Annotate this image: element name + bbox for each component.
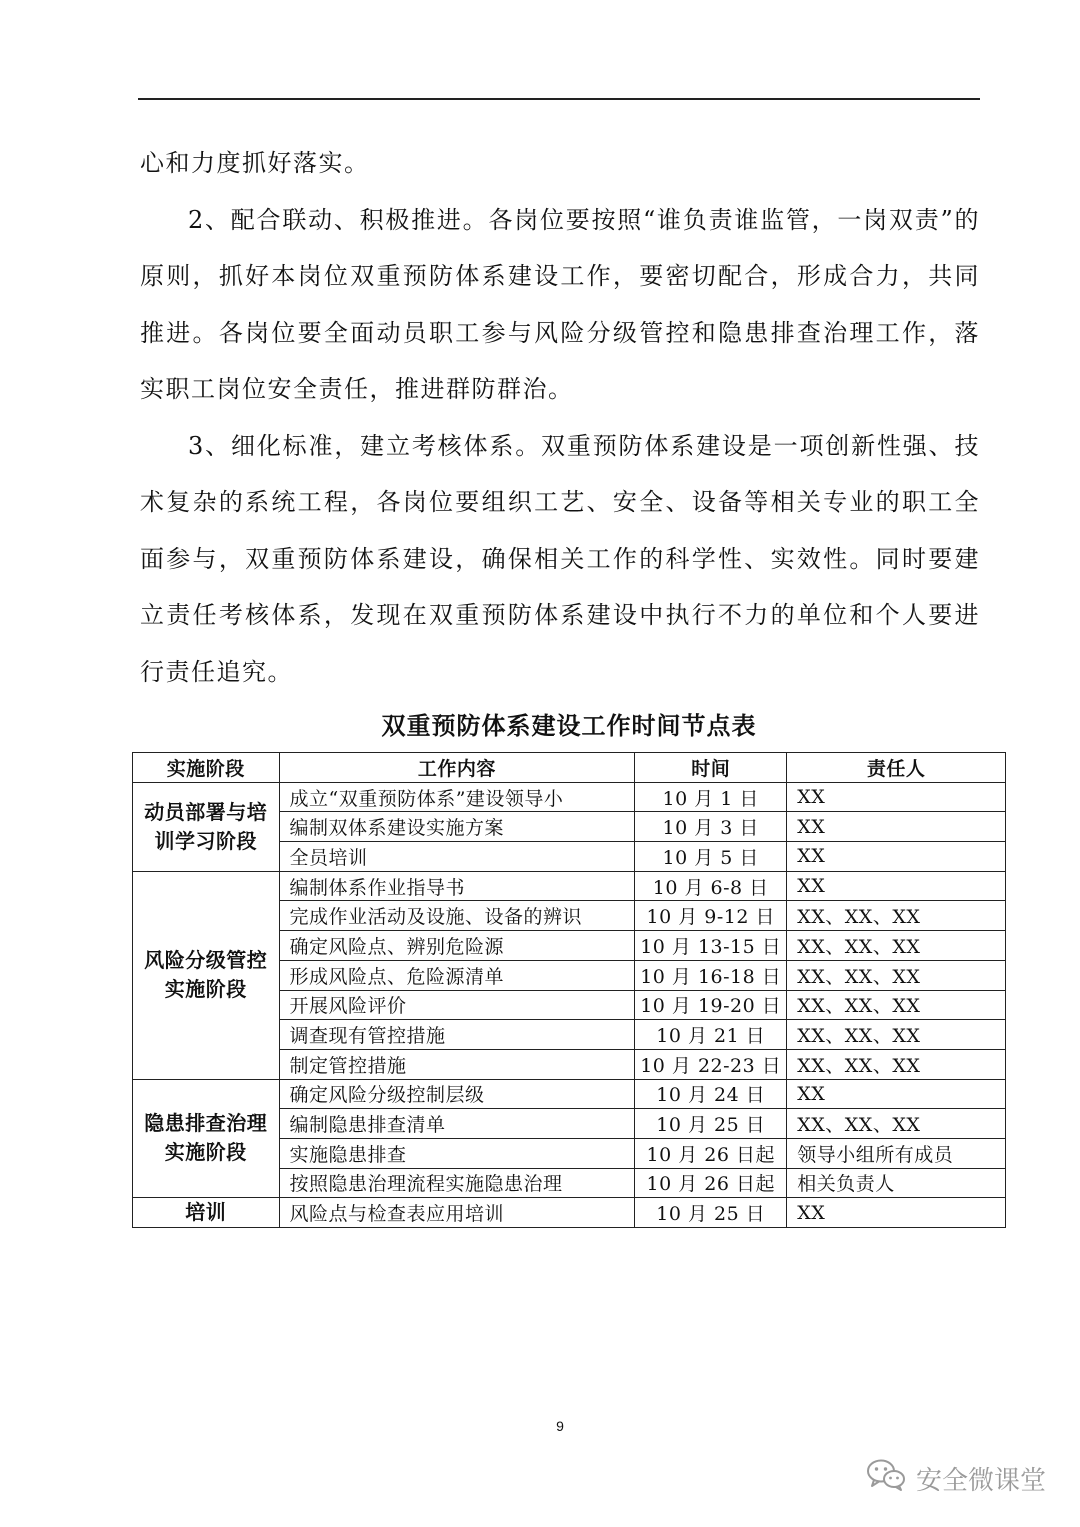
time-cell: 10 月 19-20 日 <box>635 990 787 1020</box>
header-stage: 实施阶段 <box>133 753 280 783</box>
person-cell: XX <box>787 782 1006 812</box>
person-cell: XX、XX、XX <box>787 960 1006 990</box>
stage-cell: 动员部署与培训学习阶段 <box>133 782 280 871</box>
content-cell: 全员培训 <box>279 842 635 872</box>
table-row <box>133 1079 1006 1109</box>
paragraph-coordination: 2、配合联动、积极推进。各岗位要按照“谁负责谁监管，一岗双责”的原则，抓好本岗位双重预防体系建设工作，要密切配合，形成合力，共同推进。各岗位要全面动员职工参与风险分级管控和隐患排查治理工作，落实职工岗位安全责任，推进群防群治。 <box>140 205 980 403</box>
time-cell: 10 月 25 日 <box>635 1198 787 1228</box>
person-cell: XX、XX、XX <box>787 990 1006 1020</box>
watermark <box>866 1458 1046 1499</box>
stage-cell: 风险分级管控实施阶段 <box>133 871 280 1079</box>
header-content: 工作内容 <box>279 753 635 783</box>
schedule-table <box>132 752 1006 1228</box>
table-header-row <box>133 753 1006 783</box>
content-cell: 编制双体系建设实施方案 <box>279 812 635 842</box>
time-cell: 10 月 22-23 日 <box>635 1049 787 1079</box>
content-cell: 成立“双重预防体系”建设领导小 <box>279 782 635 812</box>
page-number: 9 <box>556 1418 564 1434</box>
content-cell: 确定风险点、辨别危险源 <box>279 931 635 961</box>
content-cell: 形成风险点、危险源清单 <box>279 960 635 990</box>
person-cell: XX、XX、XX <box>787 931 1006 961</box>
time-cell: 10 月 1 日 <box>635 782 787 812</box>
stage-cell: 培训 <box>133 1198 280 1228</box>
content-cell: 开展风险评价 <box>279 990 635 1020</box>
table-row <box>133 1198 1006 1228</box>
person-cell: 相关负责人 <box>787 1168 1006 1198</box>
content-cell: 制定管控措施 <box>279 1049 635 1079</box>
content-cell: 编制隐患排查清单 <box>279 1109 635 1139</box>
stage-cell: 隐患排查治理实施阶段 <box>133 1079 280 1198</box>
content-cell: 调查现有管控措施 <box>279 1020 635 1050</box>
person-cell: XX <box>787 812 1006 842</box>
wechat-icon <box>866 1458 906 1499</box>
person-cell: XX、XX、XX <box>787 1049 1006 1079</box>
person-cell: XX <box>787 842 1006 872</box>
watermark-text: 安全微课堂 <box>916 1466 1047 1496</box>
person-cell: XX、XX、XX <box>787 1020 1006 1050</box>
time-cell: 10 月 16-18 日 <box>635 960 787 990</box>
time-cell: 10 月 21 日 <box>635 1020 787 1050</box>
time-cell: 10 月 6-8 日 <box>635 871 787 901</box>
person-cell: XX <box>787 1079 1006 1109</box>
content-cell: 按照隐患治理流程实施隐患治理 <box>279 1168 635 1198</box>
person-cell: XX、XX、XX <box>787 1109 1006 1139</box>
time-cell: 10 月 5 日 <box>635 842 787 872</box>
header-person: 责任人 <box>787 753 1006 783</box>
content-cell: 风险点与检查表应用培训 <box>279 1198 635 1228</box>
person-cell: 领导小组所有成员 <box>787 1138 1006 1168</box>
content-cell: 实施隐患排查 <box>279 1138 635 1168</box>
time-cell: 10 月 25 日 <box>635 1109 787 1139</box>
paragraph-standards: 3、细化标准，建立考核体系。双重预防体系建设是一项创新性强、技术复杂的系统工程，各岗位要组织工艺、安全、设备等相关专业的职工全面参与，双重预防体系建设，确保相关工作的科学性、实效性。同时要建立责任考核体系，发现在双重预防体系建设中执行不力的单位和个人要进行责任追究。 <box>140 431 980 686</box>
person-cell: XX <box>787 871 1006 901</box>
time-cell: 10 月 3 日 <box>635 812 787 842</box>
table-title: 双重预防体系建设工作时间节点表 <box>381 711 757 740</box>
content-cell: 编制体系作业指导书 <box>279 871 635 901</box>
person-cell: XX <box>787 1198 1006 1228</box>
paragraph-continuation: 心和力度抓好落实。 <box>140 149 370 177</box>
person-cell: XX、XX、XX <box>787 901 1006 931</box>
time-cell: 10 月 24 日 <box>635 1079 787 1109</box>
time-cell: 10 月 9-12 日 <box>635 901 787 931</box>
time-cell: 10 月 26 日起 <box>635 1138 787 1168</box>
header-rule <box>138 98 980 100</box>
time-cell: 10 月 13-15 日 <box>635 931 787 961</box>
table-row <box>133 871 1006 901</box>
header-time: 时间 <box>635 753 787 783</box>
content-cell: 确定风险分级控制层级 <box>279 1079 635 1109</box>
time-cell: 10 月 26 日起 <box>635 1168 787 1198</box>
content-cell: 完成作业活动及设施、设备的辨识 <box>279 901 635 931</box>
table-row <box>133 782 1006 812</box>
body-text <box>140 135 980 700</box>
